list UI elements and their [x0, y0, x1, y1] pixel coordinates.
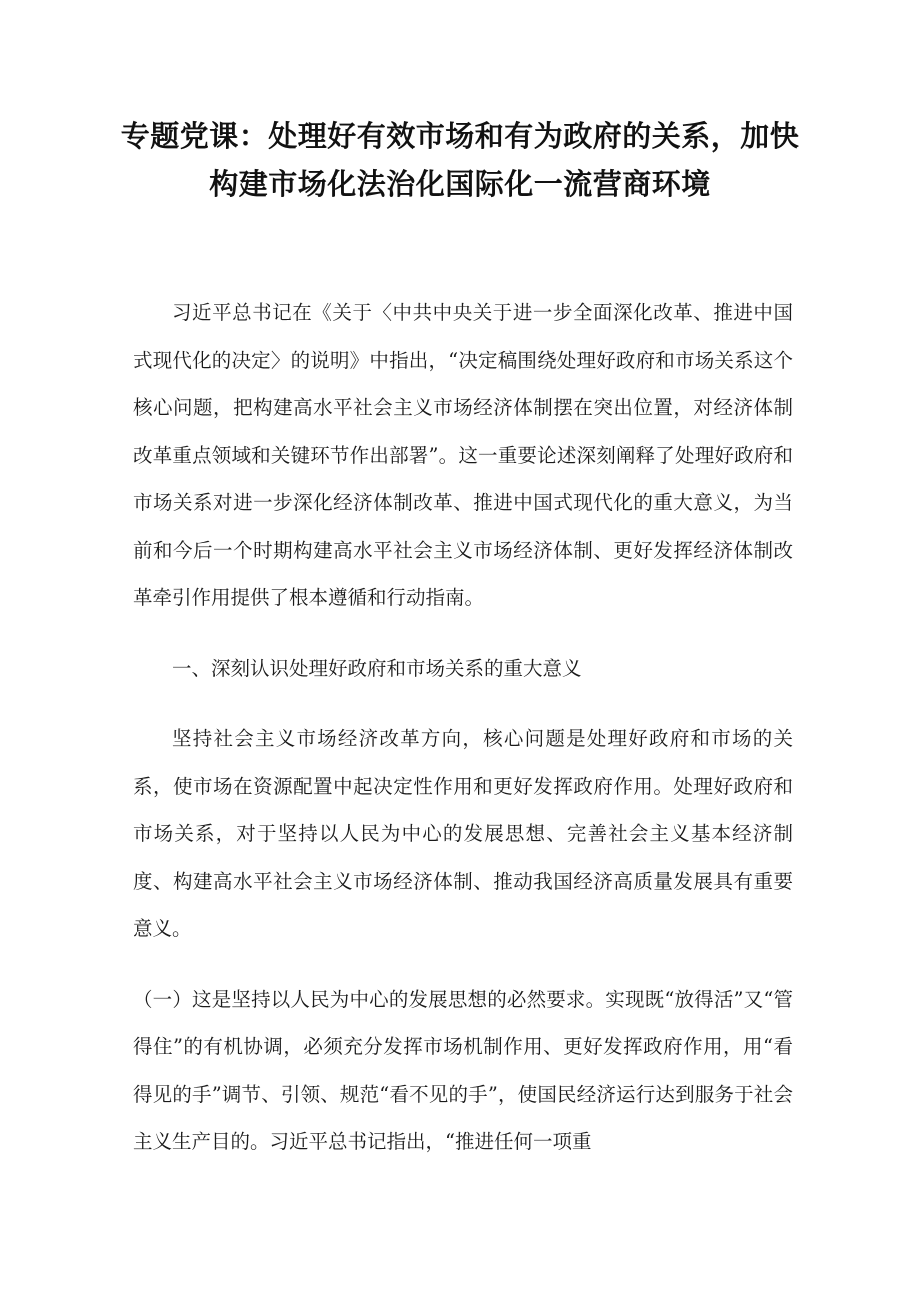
title-line-2: 构建市场化法治化国际化一流营商环境: [209, 167, 711, 201]
document-title: [120, 112, 800, 208]
section-heading-1: 一、深刻认识处理好政府和市场关系的重大意义: [172, 656, 582, 680]
paragraph-intro: 习近平总书记在《关于〈中共中央关于进一步全面深化改革、推进中国式现代化的决定〉的说明》中指出，“决定稿围绕处理好政府和市场关系这个核心问题，把构建高水平社会主义市场经济体制摆在突出位置，对经济体制改革重点领域和关键环节作出部署”。这一重要论述深刻阐释了处理好政府和市场关系对进一步深化经济体制改革、推进中国式现代化的重大意义，为当前和今后一个时期构建高水平社会主义市场经济体制、更好发挥经济体制改革牵引作用提供了根本遵循和行动指南。: [133, 301, 793, 609]
paragraph-subsection-1: （一）这是坚持以人民为中心的发展思想的必然要求。实现既“放得活”又“管得住”的有机协调，必须充分发挥市场机制作用、更好发挥政府作用，用“看得见的手”调节、引领、规范“看不见的手”，使国民经济运行达到服务于社会主义生产目的。习近平总书记指出，“推进任何一项重: [133, 987, 793, 1153]
paragraph-significance: 坚持社会主义市场经济改革方向，核心问题是处理好政府和市场的关系，使市场在资源配置中起决定性作用和更好发挥政府作用。处理好政府和市场关系，对于坚持以人民为中心的发展思想、完善社会主义基本经济制度、构建高水平社会主义市场经济体制、推动我国经济高质量发展具有重要意义。: [133, 727, 793, 940]
title-line-1: 专题党课：处理好有效市场和有为政府的关系，加快: [120, 119, 800, 153]
document-body: [133, 289, 793, 1166]
